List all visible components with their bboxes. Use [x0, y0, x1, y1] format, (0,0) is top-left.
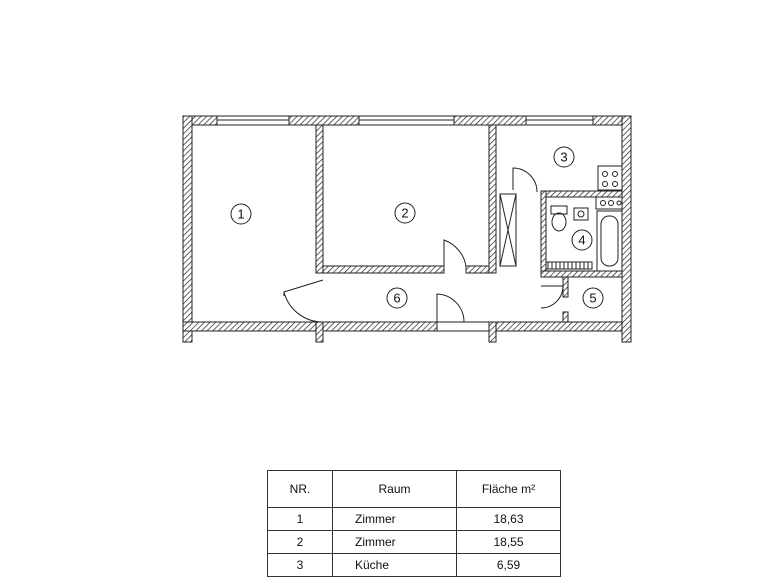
row-area: 6,59 — [457, 554, 561, 577]
doors — [284, 168, 563, 322]
washbasin-icon — [574, 208, 588, 220]
room-3-number: 3 — [560, 149, 568, 165]
table-header-row — [268, 471, 561, 508]
header-area: Fläche m² — [457, 471, 561, 508]
stove-icon — [598, 166, 622, 190]
row-room: Zimmer — [333, 508, 457, 531]
room-area-table — [267, 470, 561, 577]
row-room: Küche — [333, 554, 457, 577]
room-4-marker — [572, 230, 592, 250]
row-nr: 2 — [268, 531, 333, 554]
room-6-number: 6 — [393, 290, 401, 306]
header-nr: NR. — [268, 471, 333, 508]
row-nr: 1 — [268, 508, 333, 531]
table-row — [268, 531, 561, 554]
table-row — [268, 554, 561, 577]
room-2-marker — [395, 203, 415, 223]
header-room: Raum — [333, 471, 457, 508]
row-room: Zimmer — [333, 531, 457, 554]
table-row — [268, 508, 561, 531]
room-3-marker — [554, 147, 574, 167]
room-1-marker — [231, 204, 251, 224]
row-area: 18,63 — [457, 508, 561, 531]
toilet-icon — [551, 206, 567, 231]
room-6-marker — [387, 288, 407, 308]
interior-walls — [316, 125, 622, 322]
room-5-marker — [583, 288, 603, 308]
room-2-number: 2 — [401, 205, 409, 221]
bathtub-icon — [597, 211, 622, 271]
room-1-number: 1 — [237, 206, 245, 222]
built-in-cupboard — [500, 194, 516, 266]
room-5-number: 5 — [589, 290, 597, 306]
room-4-number: 4 — [578, 232, 586, 248]
row-nr: 3 — [268, 554, 333, 577]
row-area: 18,55 — [457, 531, 561, 554]
